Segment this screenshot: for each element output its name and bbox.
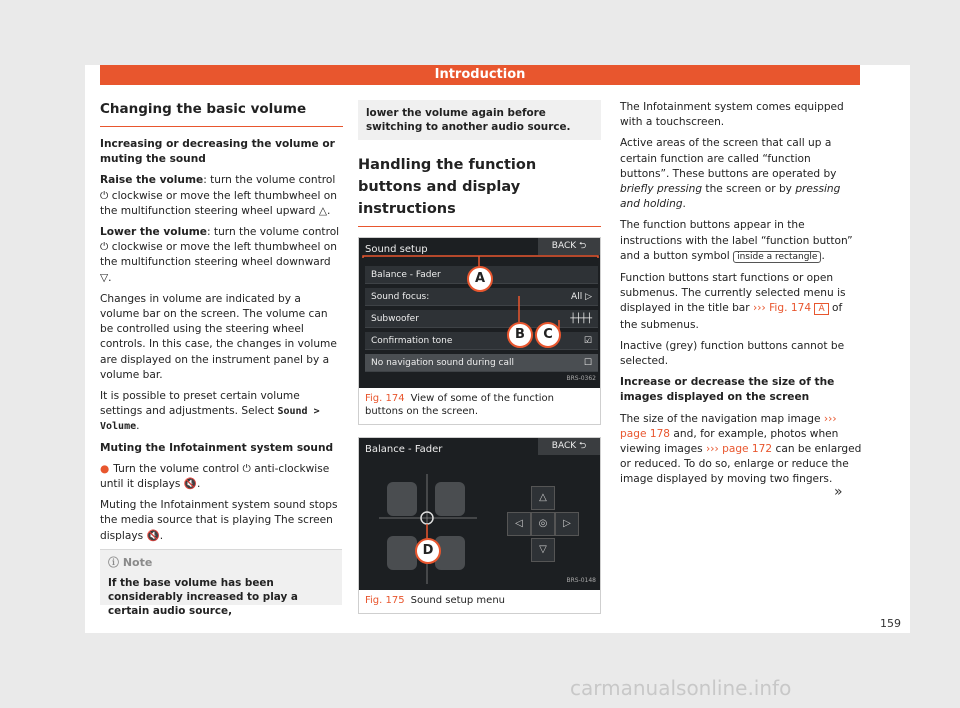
info-icon: ⓘ (108, 556, 119, 569)
screen-sound-setup (359, 238, 600, 388)
figure-175 (358, 437, 601, 614)
text: Active areas of the screen that call up a certain function are called “function buttons”. These buttons are operated by (620, 137, 837, 180)
back-button[interactable]: BACK ⮌ (538, 238, 600, 255)
text: The function buttons appear in the instructions with the label “function button” and a button symbol (620, 219, 853, 262)
balance-right-button[interactable]: ▷ (555, 512, 579, 536)
row-label: Balance - Fader (371, 270, 441, 280)
column-right (620, 100, 862, 494)
figure-code: BRS-0362 (566, 374, 596, 382)
caption-text: Sound setup menu (410, 595, 505, 606)
para-button-symbol (620, 218, 862, 265)
para-submenus (620, 271, 862, 333)
page-link-178[interactable]: ››› page 178 (620, 412, 837, 440)
subheading-muting: Muting the Infotainment system sound (100, 441, 334, 454)
row-value: ┼┼┼┼ (570, 314, 592, 324)
figure-number: Fig. 174 (365, 393, 405, 404)
callout-a: A (467, 266, 493, 292)
bullet-icon: ● (100, 462, 110, 475)
emphasis: briefly pressing (620, 183, 703, 196)
row-label: Sound focus: (371, 292, 430, 302)
figure-174 (358, 237, 601, 425)
note-continued: lower the volume again before switching to another audio source. (358, 100, 601, 140)
note-header (100, 550, 342, 574)
back-button[interactable]: BACK ⮌ (538, 438, 600, 455)
balance-left-button[interactable]: ◁ (507, 512, 531, 536)
para-inactive: Inactive (grey) function buttons cannot be selected. (620, 339, 845, 368)
bullet-item (100, 462, 343, 492)
para-resize (620, 412, 862, 488)
text: . (682, 198, 686, 211)
raise-label: Raise the volume (100, 174, 204, 187)
row-label: Confirmation tone (371, 336, 453, 346)
lower-label: Lower the volume (100, 226, 207, 239)
row-value: ☑ (583, 336, 592, 346)
key-a: A (814, 303, 828, 315)
chapter-header (100, 65, 860, 85)
text: Function buttons start functions or open submenus. The currently selected menu is displayed in the title bar (620, 272, 846, 315)
figure-caption-175 (359, 590, 600, 613)
emphasis: pressing and holding (620, 183, 841, 211)
raise-text: : turn the volume control ⏻ clockwise or move the left thumbwheel on the multifunction steering wheel upward △. (100, 174, 337, 217)
fig-link[interactable]: ››› Fig. 174 (753, 302, 812, 315)
text: of the submenus. (620, 302, 843, 331)
row-label: Subwoofer (371, 314, 419, 324)
row-value: All ▷ (571, 292, 592, 302)
para-lower (100, 225, 343, 286)
menu-path: Sound > Volume (100, 406, 320, 433)
caption-text: View of some of the function buttons on the screen. (365, 393, 554, 417)
text: and, for example, photos when viewing images (620, 427, 839, 456)
center-button[interactable]: ◎ (531, 512, 555, 536)
row-value: ☐ (583, 358, 592, 368)
row-label: No navigation sound during call (371, 358, 515, 368)
note-box (100, 549, 342, 617)
column-left (100, 100, 343, 550)
para-function-buttons (620, 136, 862, 212)
figure-caption-174 (359, 388, 600, 424)
section-title-volume: Changing the basic volume (100, 100, 343, 127)
para-raise (100, 173, 343, 219)
callout-lines (359, 238, 600, 388)
page-link-172[interactable]: ››› page 172 (706, 443, 773, 456)
callout-c: C (535, 322, 561, 348)
para-preset (100, 389, 343, 435)
text: the screen or by (702, 183, 796, 196)
figure-code: BRS-0148 (566, 576, 596, 584)
screen-title: Sound setup (365, 244, 428, 255)
fader-down-button[interactable]: ▽ (531, 538, 555, 562)
text: The size of the navigation map image (620, 412, 824, 425)
callout-d: D (415, 538, 441, 564)
chapter-title: Introduction (434, 67, 526, 82)
column-middle (358, 100, 601, 626)
bullet-text: Turn the volume control ⏻ anti-clockwise until it displays 🔇. (100, 462, 330, 491)
para-muting: Muting the Infotainment system sound stops the media source that is playing The screen displays 🔇. (100, 499, 338, 542)
para-changes: Changes in volume are indicated by a volume bar on the screen. The volume can be controlled using the steering wheel controls. In this case, the changes in volume are displayed on the instrument panel by a volume bar. (100, 292, 337, 381)
note-text: If the base volume has been considerably increased to play a certain audio source, (108, 577, 298, 617)
fader-up-button[interactable]: △ (531, 486, 555, 510)
text: can be enlarged or reduced. To do so, enlarge or reduce the image displayed by moving two fingers. (620, 443, 862, 486)
button-symbol: inside a rectangle (733, 251, 821, 263)
callout-b: B (507, 322, 533, 348)
figure-number: Fig. 175 (365, 595, 405, 606)
subheading-resize: Increase or decrease the size of the images displayed on the screen (620, 376, 835, 404)
screen-title: Balance - Fader (365, 444, 443, 455)
subheading-increase: Increasing or decreasing the volume or muting the sound (100, 138, 335, 166)
preset-text: It is possible to preset certain volume settings and adjustments. Select (100, 390, 300, 418)
page-number: 159 (880, 617, 901, 630)
text: . (821, 249, 825, 262)
continue-mark: » (834, 484, 843, 500)
watermark: carmanualsonline.info (570, 676, 792, 700)
screen-balance-fader (359, 438, 600, 590)
para-touchscreen: The Infotainment system comes equipped with a touchscreen. (620, 101, 844, 129)
lower-text: : turn the volume control ⏻ clockwise or move the left thumbwheel on the multifunction steering wheel downward ▽. (100, 226, 340, 284)
note-label: Note (122, 556, 153, 569)
section-title-function-buttons: Handling the function buttons and display instructions (358, 154, 601, 227)
preset-end: . (136, 420, 140, 433)
